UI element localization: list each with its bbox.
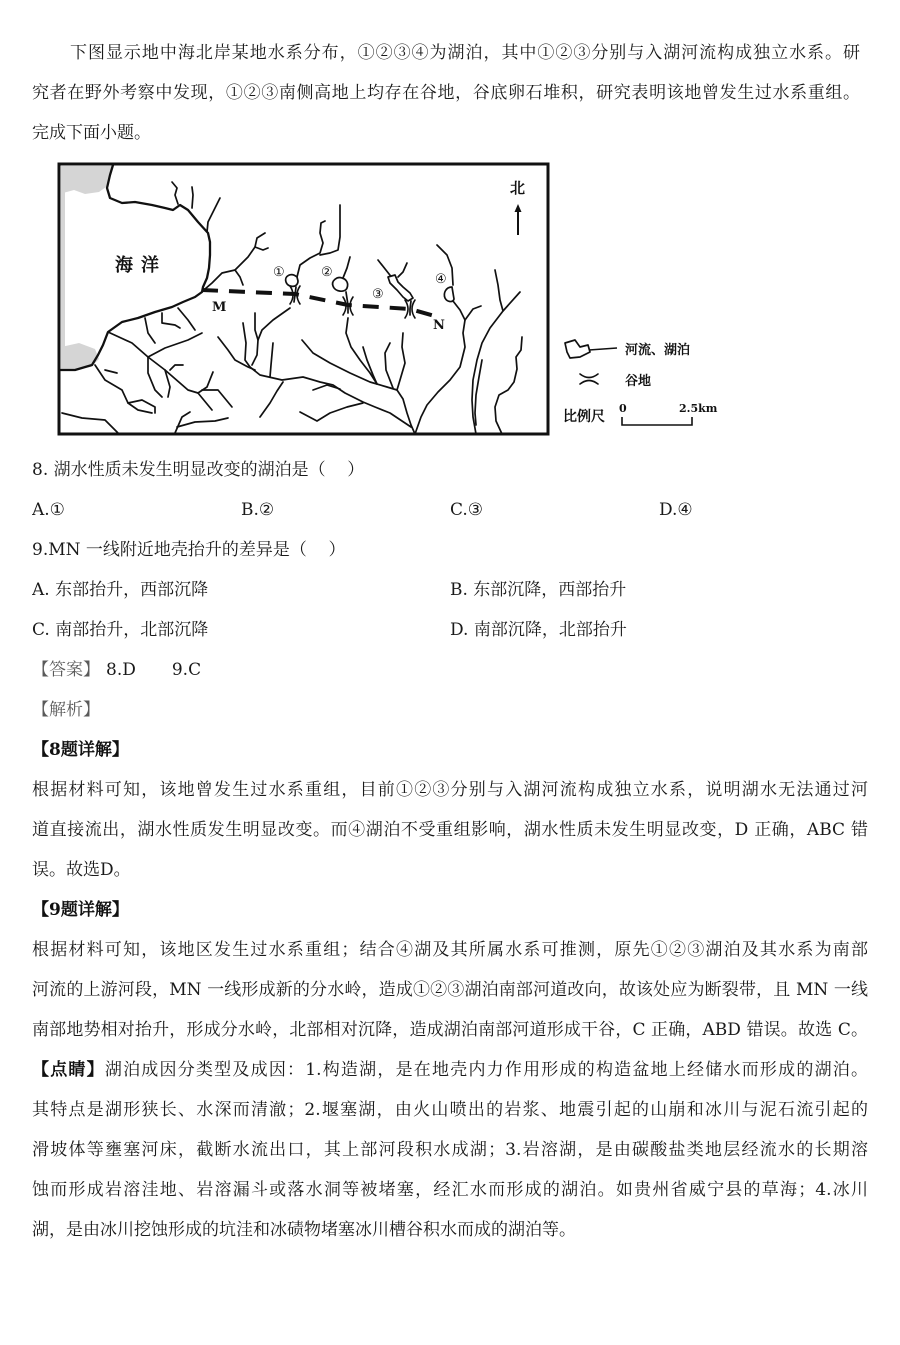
option-d: D.④ bbox=[659, 500, 693, 520]
question-8-stem: 8. 湖水性质未发生明显改变的湖泊是（ ） bbox=[32, 460, 365, 480]
tip-line: 滑坡体等壅塞河床，截断水流出口，其上部河段积水成湖；3.岩溶湖，是由碳酸盐类地层经流水的长期溶 bbox=[32, 1140, 868, 1160]
option-a: A. 东部抬升，西部沉降 bbox=[32, 580, 209, 600]
q9-detail-line: 南部地势相对抬升，形成分水岭，北部相对沉降，造成湖泊南部河道形成干谷，C 正确，ABD 错误。故选 C。 bbox=[32, 1020, 868, 1040]
intro-line: 下图显示地中海北岸某地水系分布，①②③④为湖泊，其中①②③分别与入湖河流构成独立水系。研 bbox=[70, 43, 860, 63]
answer-line bbox=[32, 650, 868, 690]
lake-1-label: ① bbox=[273, 265, 285, 280]
legend-river-lake-icon bbox=[565, 340, 590, 358]
intro-paragraph bbox=[32, 33, 860, 153]
map-legend bbox=[563, 340, 718, 425]
question-9-stem: 9.MN 一线附近地壳抬升的差异是（ ） bbox=[32, 540, 346, 560]
intro-line: 究者在野外考察中发现，①②③南侧高地上均存在谷地，谷底卵石堆积，研究表明该地曾发生过水系重组。 bbox=[32, 83, 860, 103]
legend-valley-icon bbox=[580, 374, 598, 384]
q8-detail-line: 道直接流出，湖水性质发生明显改变。而④湖泊不受重组影响，湖水性质未发生明显改变，D 正确，ABC 错 bbox=[32, 820, 868, 840]
scale-start-label: 0 bbox=[619, 402, 627, 415]
tip-line bbox=[32, 1050, 868, 1090]
legend-valley-label: 谷地 bbox=[625, 374, 652, 389]
q8-detail-line: 根据材料可知，该地曾发生过水系重组，目前①②③分别与入湖河流构成独立水系，说明湖水无法通过河 bbox=[32, 780, 868, 800]
lake-2-label: ② bbox=[321, 265, 333, 280]
legend-scale-label: 比例尺 bbox=[563, 409, 605, 425]
answer-label: 【答案】 bbox=[32, 660, 100, 680]
water-system-map bbox=[55, 155, 735, 445]
tip-line: 湖，是由冰川挖蚀形成的坑洼和冰碛物堵塞冰川槽谷积水而成的湖泊等。 bbox=[32, 1220, 576, 1240]
point-n-label: N bbox=[433, 318, 445, 333]
tip-label: 【点睛】 bbox=[32, 1060, 105, 1080]
option-a: A.① bbox=[32, 500, 65, 520]
questions-and-analysis bbox=[32, 450, 868, 1250]
q9-detail-line: 根据材料可知，该地区发生过水系重组；结合④湖及其所属水系可推测，原先①②③湖泊及其水系为南部 bbox=[32, 940, 868, 960]
tip-line: 蚀而形成岩溶洼地、岩溶漏斗或落水洞等被堵塞，经汇水而形成的湖泊。如贵州省威宁县的草海；4.冰川 bbox=[32, 1180, 868, 1200]
analysis-label: 【解析】 bbox=[32, 700, 100, 720]
tip-text: 湖泊成因分类型及成因：1.构造湖，是在地壳内力作用形成的构造盆地上经储水而形成的湖泊。 bbox=[104, 1060, 868, 1080]
lake-4-label: ④ bbox=[435, 272, 447, 287]
legend-river-lake-label: 河流、湖泊 bbox=[625, 343, 691, 358]
point-m-label: M bbox=[212, 300, 227, 315]
option-d: D. 南部沉降，北部抬升 bbox=[450, 620, 627, 640]
lake-3-label: ③ bbox=[372, 287, 384, 302]
option-b: B. 东部沉降，西部抬升 bbox=[450, 580, 627, 600]
legend-river-line bbox=[589, 348, 617, 350]
answer-9: 9.C bbox=[171, 660, 202, 680]
sea-label: 海洋 bbox=[115, 255, 167, 276]
q8-detail-title: 【8题详解】 bbox=[32, 740, 129, 760]
intro-line: 完成下面小题。 bbox=[32, 123, 151, 143]
question-9-options-row-2 bbox=[32, 610, 868, 650]
question-9-options-row-1 bbox=[32, 570, 868, 610]
tip-line: 其特点是湖形狭长、水深而清澈；2.堰塞湖，由火山喷出的岩浆、地震引起的山崩和冰川与泥石流引起的 bbox=[32, 1100, 868, 1120]
lake-2 bbox=[333, 278, 348, 292]
q9-detail-title: 【9题详解】 bbox=[32, 900, 129, 920]
lake-4 bbox=[444, 287, 454, 302]
question-8-options bbox=[32, 490, 868, 530]
north-label: 北 bbox=[510, 179, 526, 197]
river bbox=[192, 187, 193, 208]
option-b: B.② bbox=[241, 500, 275, 520]
q8-detail-line: 误。故选D。 bbox=[32, 860, 131, 880]
scale-bar bbox=[622, 417, 692, 425]
answer-8: 8.D bbox=[106, 660, 136, 680]
lake-1 bbox=[286, 275, 298, 287]
q9-detail-line: 河流的上游河段，MN 一线形成新的分水岭，造成①②③湖泊南部河道改向，故该处应为断裂带，且 MN 一线 bbox=[32, 980, 868, 1000]
scale-end-label: 2.5km bbox=[679, 402, 718, 415]
option-c: C.③ bbox=[450, 500, 484, 520]
map-frame bbox=[59, 164, 548, 434]
river bbox=[410, 301, 411, 315]
option-c: C. 南部抬升，北部沉降 bbox=[32, 620, 209, 640]
